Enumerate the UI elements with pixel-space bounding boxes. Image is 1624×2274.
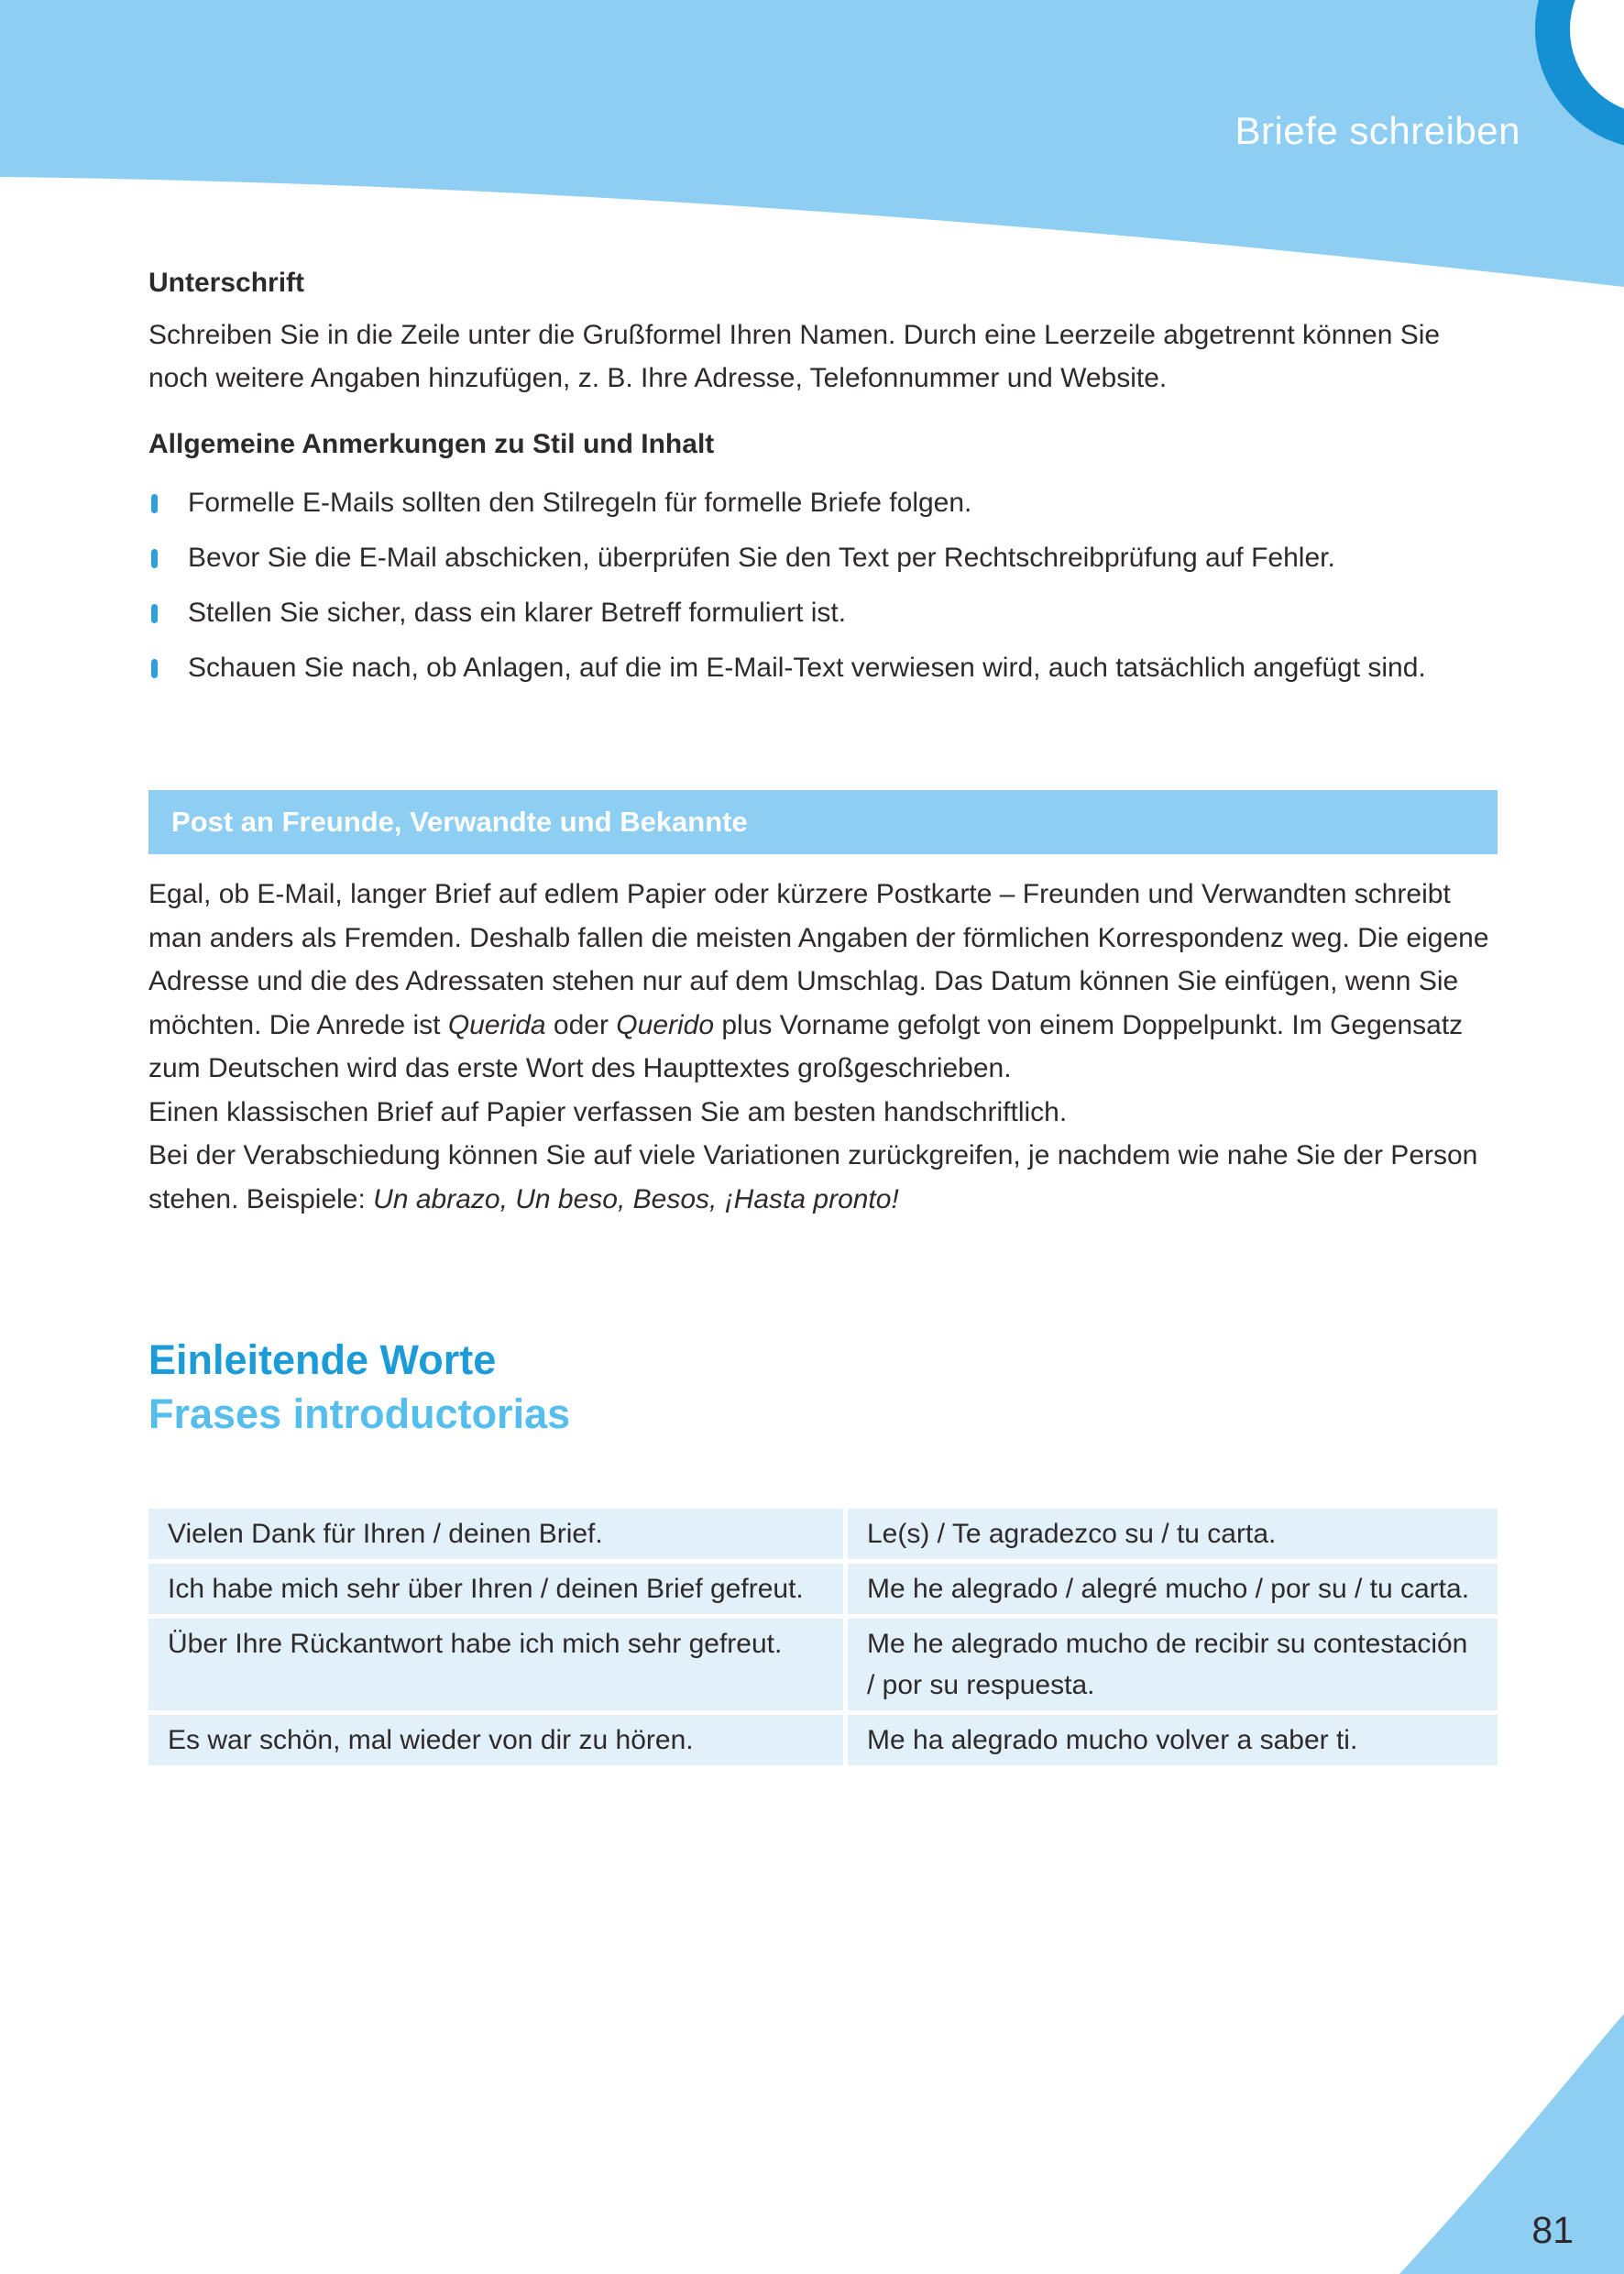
phrase-table: [148, 1509, 1498, 1765]
section-heading-german: Einleitende Worte: [148, 1336, 497, 1383]
salutation-example: Querido: [616, 1009, 715, 1040]
post-paragraph-1: [148, 873, 1498, 1091]
post-paragraph-2: Einen klassischen Brief auf Papier verfassen Sie am besten handschriftlich.: [148, 1096, 1068, 1127]
post-paragraph-3: [148, 1134, 1498, 1221]
section-banner-title: Post an Freunde, Verwandte und Bekannte: [171, 806, 748, 838]
table-cell-german: Es war schön, mal wieder von dir zu hören.: [148, 1715, 843, 1765]
post-section-text: [148, 873, 1498, 1221]
chapter-title: Briefe schreiben: [1234, 109, 1520, 152]
notes-list: [148, 481, 1498, 689]
closing-examples: Un abrazo, Un beso, Besos, ¡Hasta pronto!: [373, 1183, 899, 1214]
post-paragraph-text: oder: [545, 1009, 617, 1040]
content-column: [148, 0, 1498, 1765]
page-number: 81: [1531, 2209, 1574, 2251]
table-cell-spanish: Me ha alegrado mucho volver a saber ti.: [848, 1715, 1498, 1765]
section-heading: [148, 1333, 1498, 1441]
heading-anmerkungen: Allgemeine Anmerkungen zu Stil und Inhalt: [148, 429, 715, 459]
post-paragraph-text: Egal, ob E-Mail, langer Brief auf edlem Papier oder kürzere Postkarte – Freunden und Verwandten schreibt man anders als Fremden. Deshalb fallen die meisten Angaben der förmlichen Korrespondenz weg. Die eigene Adresse und die des Adressaten stehen nur auf dem Umschlag. Das Datum können Sie einfügen, wenn Sie möchten. Die Anrede ist: [148, 879, 1489, 1040]
footer-wave-shape: [1399, 2014, 1624, 2274]
post-paragraph-text: Bei der Verabschiedung können Sie auf viele Variationen zurückgreifen, je nachdem wie nahe Sie der Person stehen. Beispiele:: [148, 1140, 1478, 1214]
bullet-icon: [151, 549, 158, 568]
footer-wave: [1386, 2008, 1624, 2274]
list-item: [148, 591, 1498, 634]
list-item: [148, 646, 1498, 689]
section-banner: [148, 790, 1498, 854]
salutation-example: Querida: [447, 1009, 546, 1040]
list-item-text: Bevor Sie die E-Mail abschicken, überprüfen Sie den Text per Rechtschreibprüfung auf Fehler.: [188, 543, 1335, 573]
bullet-icon: [151, 659, 158, 678]
paragraph-unterschrift: Schreiben Sie in die Zeile unter die Grußformel Ihren Namen. Durch eine Leerzeile abgetrennt können Sie noch weitere Angaben hinzufügen, z. B. Ihre Adresse, Telefonnummer und Website.: [148, 320, 1441, 393]
table-cell-german: Ich habe mich sehr über Ihren / deinen Brief gefreut.: [148, 1564, 843, 1614]
list-item-text: Stellen Sie sicher, dass ein klarer Betreff formuliert ist.: [188, 598, 847, 628]
heading-unterschrift: Unterschrift: [148, 268, 305, 298]
table-cell-german: Über Ihre Rückantwort habe ich mich sehr gefreut.: [148, 1619, 843, 1710]
list-item: [148, 536, 1498, 579]
section-heading-spanish: Frases introductorias: [148, 1390, 571, 1437]
bullet-icon: [151, 494, 158, 513]
post-paragraph-text: plus Vorname gefolgt von einem Doppelpunkt. Im Gegensatz zum Deutschen wird das erste Wort des Haupttextes großgeschrieben.: [148, 1009, 1464, 1083]
table-cell-german: Vielen Dank für Ihren / deinen Brief.: [148, 1509, 843, 1559]
list-item-text: Schauen Sie nach, ob Anlagen, auf die im E-Mail-Text verwiesen wird, auch tatsächlich angefügt sind.: [188, 653, 1426, 683]
table-cell-spanish: Le(s) / Te agradezco su / tu carta.: [848, 1509, 1498, 1559]
list-item: [148, 481, 1498, 524]
table-cell-spanish: Me he alegrado / alegré mucho / por su / tu carta.: [848, 1564, 1498, 1614]
bullet-icon: [151, 604, 158, 623]
list-item-text: Formelle E-Mails sollten den Stilregeln für formelle Briefe folgen.: [188, 488, 972, 518]
table-cell-spanish: Me he alegrado mucho de recibir su contestación / por su respuesta.: [848, 1619, 1498, 1710]
